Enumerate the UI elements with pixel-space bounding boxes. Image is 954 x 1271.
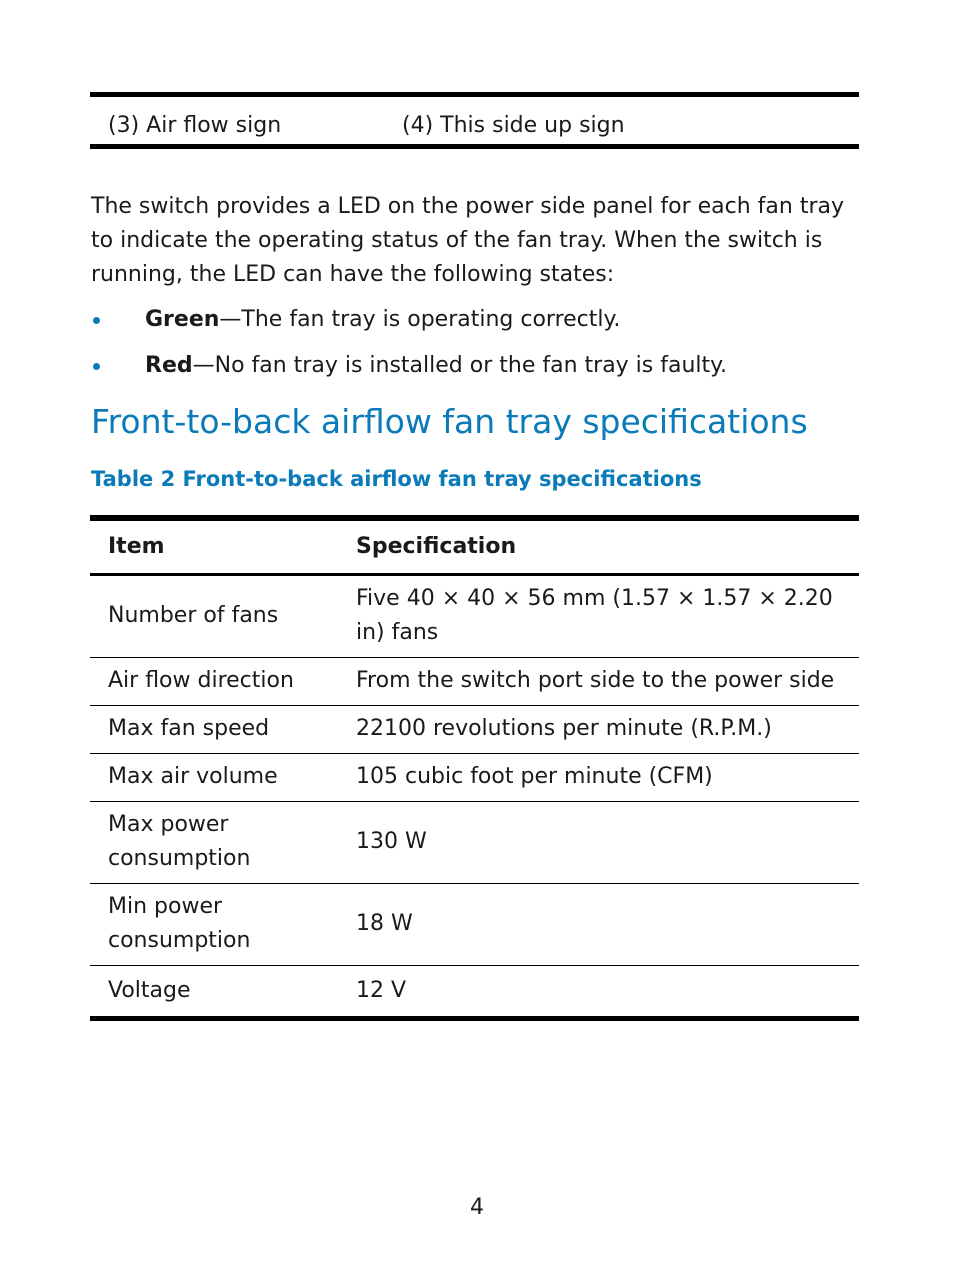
state-label-green: Green bbox=[145, 307, 220, 332]
state-text-green: —The fan tray is operating correctly. bbox=[219, 307, 621, 332]
bullet-dot-icon bbox=[93, 317, 100, 324]
row-item: Max power consumption bbox=[90, 801, 338, 883]
header-specification: Specification bbox=[338, 518, 859, 574]
table-row bbox=[90, 574, 859, 657]
table-row bbox=[90, 965, 859, 1018]
legend-item-this-side-up-sign: (4) This side up sign bbox=[402, 113, 625, 138]
table-row bbox=[90, 705, 859, 753]
row-item: Voltage bbox=[90, 965, 338, 1018]
row-spec: 22100 revolutions per minute (R.P.M.) bbox=[338, 705, 859, 753]
row-spec: From the switch port side to the power side bbox=[338, 657, 859, 705]
state-label-red: Red bbox=[145, 353, 193, 378]
table-row bbox=[90, 657, 859, 705]
row-item: Max fan speed bbox=[90, 705, 338, 753]
table-caption: Table 2 Front-to-back airflow fan tray specifications bbox=[91, 467, 702, 491]
row-item: Max air volume bbox=[90, 753, 338, 801]
legend-item-air-flow-sign: (3) Air flow sign bbox=[108, 113, 282, 138]
table-row bbox=[90, 883, 859, 965]
row-item: Min power consumption bbox=[90, 883, 338, 965]
row-item: Air flow direction bbox=[90, 657, 338, 705]
spec-table bbox=[90, 515, 859, 1021]
state-text-red: —No fan tray is installed or the fan tray is faulty. bbox=[192, 353, 728, 378]
table-row bbox=[90, 753, 859, 801]
table-header-row bbox=[90, 518, 859, 574]
row-spec: 105 cubic foot per minute (CFM) bbox=[338, 753, 859, 801]
header-item: Item bbox=[90, 518, 338, 574]
row-spec: 130 W bbox=[338, 801, 859, 883]
row-spec: 12 V bbox=[338, 965, 859, 1018]
section-heading: Front-to-back airflow fan tray specifications bbox=[91, 402, 808, 441]
row-spec: 18 W bbox=[338, 883, 859, 965]
table-row bbox=[90, 801, 859, 883]
figure-legend-table bbox=[90, 92, 859, 149]
intro-paragraph: The switch provides a LED on the power side panel for each fan tray to indicate the operating status of the fan tray. When the switch is running, the LED can have the following states: bbox=[91, 194, 844, 287]
row-item: Number of fans bbox=[90, 574, 338, 657]
bullet-dot-icon bbox=[93, 363, 100, 370]
row-spec: Five 40 × 40 × 56 mm (1.57 × 1.57 × 2.20 in) fans bbox=[338, 574, 859, 657]
page-number: 4 bbox=[470, 1195, 484, 1220]
